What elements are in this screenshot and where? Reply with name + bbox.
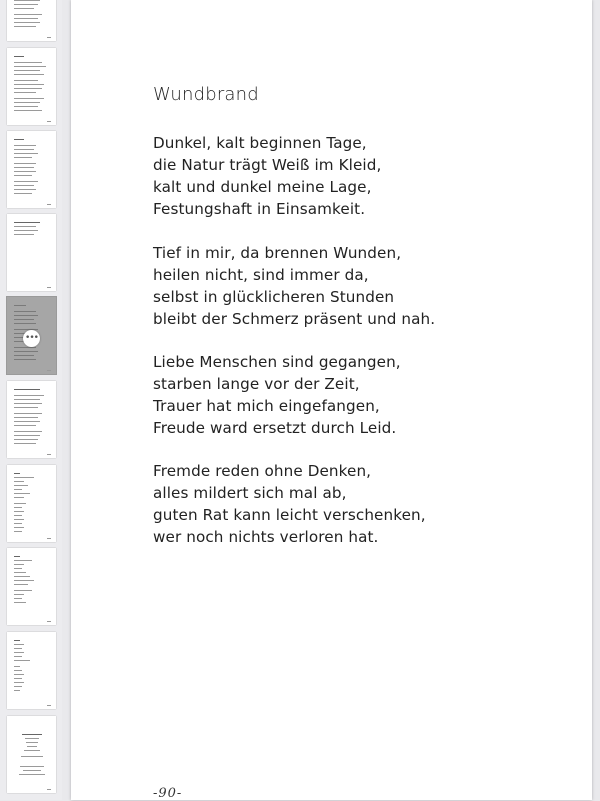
verse-line: Trauer hat mich eingefangen, — [153, 397, 380, 415]
page-thumbnail[interactable] — [7, 214, 56, 291]
more-options-button[interactable]: ••• — [23, 330, 40, 347]
verse-line: kalt und dunkel meine Lage, — [153, 178, 372, 196]
page-thumbnail-sidebar — [0, 0, 62, 800]
poem-title: Wundbrand — [153, 84, 259, 105]
page-thumbnail[interactable] — [7, 131, 56, 208]
page-thumbnail[interactable] — [7, 632, 56, 709]
stanza-2 — [153, 242, 435, 330]
verse-line: Tief in mir, da brennen Wunden, — [153, 244, 402, 262]
verse-line: Dunkel, kalt beginnen Tage, — [153, 134, 367, 152]
stanza-3 — [153, 351, 401, 439]
verse-line: Liebe Menschen sind gegangen, — [153, 353, 401, 371]
verse-line: alles mildert sich mal ab, — [153, 484, 347, 502]
page-thumbnail[interactable] — [7, 465, 56, 542]
verse-line: starben lange vor der Zeit, — [153, 375, 360, 393]
page-number: -90- — [153, 786, 183, 801]
verse-line: selbst in glücklicheren Stunden — [153, 288, 395, 306]
verse-line: bleibt der Schmerz präsent und nah. — [153, 310, 436, 328]
page-thumbnail[interactable] — [7, 381, 56, 458]
verse-line: heilen nicht, sind immer da, — [153, 266, 369, 284]
page-thumbnail[interactable] — [7, 297, 56, 374]
page-thumbnail[interactable] — [7, 548, 56, 625]
document-page — [71, 0, 592, 800]
verse-line: Fremde reden ohne Denken, — [153, 462, 372, 480]
page-thumbnail[interactable] — [7, 716, 56, 793]
verse-line: die Natur trägt Weiß im Kleid, — [153, 156, 382, 174]
page-thumbnail[interactable] — [7, 48, 56, 125]
page-thumbnail[interactable] — [7, 0, 56, 41]
verse-line: guten Rat kann leicht verschenken, — [153, 506, 426, 524]
stanza-1 — [153, 132, 381, 220]
verse-line: wer noch nichts verloren hat. — [153, 528, 379, 546]
verse-line: Freude ward ersetzt durch Leid. — [153, 419, 397, 437]
verse-line: Festungshaft in Einsamkeit. — [153, 200, 366, 218]
stanza-4 — [153, 460, 426, 548]
